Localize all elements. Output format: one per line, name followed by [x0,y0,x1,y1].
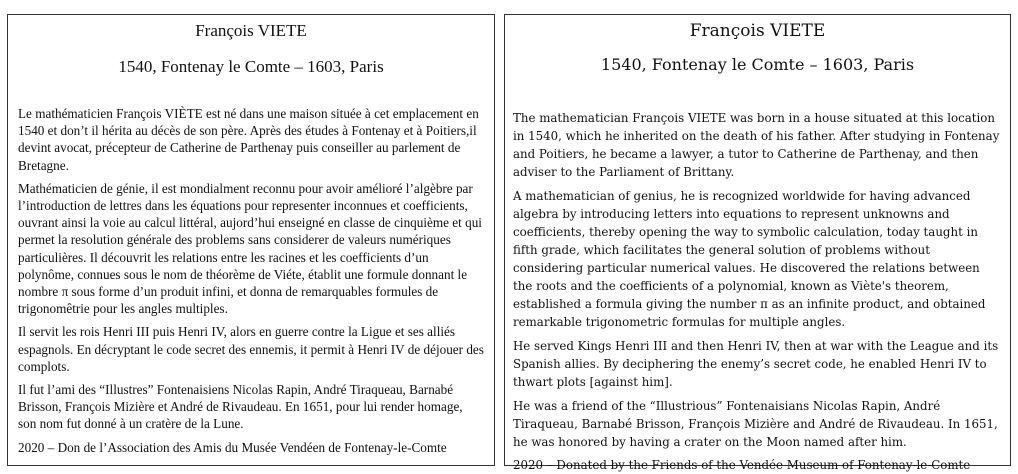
paragraph-mathematics: A mathematician of genius, he is recognized worldwide for having advanced algebra by introducing letters into equations to represent unknowns and coefficients, thereby opening the way to symbolic calculation, today taught in fifth grade, which facilitates the general solution of problems without considering particular numerical values. He discovered the relations between the roots and the coefficients of a polynomial, known as Viète's theorem, established a formula giving the number π as an infinite product, and obtained remarkable trigonometric formulas for multiple angles. [513,189,986,329]
plaque-body [513,109,1002,451]
paragraph-friends: He was a friend of the “Illustrious” Fontenaisians Nicolas Rapin, André Tiraqueau, Barnabé Brisson, François Mizière and André de Rivaudeau. In 1651, he was honored by having a crater on the Moon named after him. [513,399,998,449]
paragraph-mathematics: Mathématicien de génie, il est mondialment reconnu pour avoir amélioré l’algèbre par l’introduction de lettres dans les équations pour representer inconnues et coefficients, ouvrant ainsi la voie au calcul littéral, aujord’hui enseigné en classe de cinquième et qui permet la resolution générale des problems sans considerer de valeurs numériques particulières. Il découvrit les relations entre les racines et les coefficients d’un polynôme, connues sous le nom de théorème de Viéte, établit une formule donnant le nombre π sous forme d’un produit infini, et donna de remarquables formules de trigonomêtrie pour les angles multiples. [18,180,482,317]
paragraph-service: Il servit les rois Henri III puis Henri IV, alors en guerre contre la Ligue et ses alliés espagnols. En décryptant le code secret des ennemis, it permit à Henri IV de déjouer des complots. [18,324,484,374]
plaque-footer: 2020 – Donated by the Friends of the Vendée Museum of Fontenay-le-Comte [513,458,971,472]
plaque-title: François VIETE [195,21,307,40]
paragraph-birth: Le mathématicien François VIÈTE est né dans une maison située à cet emplacement en 1540 et don’t il hérita au décès de son père. Après des études à Fontenay et à Poitiers,il devint avocat, précepteur de Catherine de Parthenay puis conseiller au parlement de Bretagne. [18,106,479,173]
plaque-dates: 1540, Fontenay le Comte – 1603, Paris [118,57,384,76]
plaque-footer: 2020 – Don de l’Association des Amis du Musée Vendéen de Fontenay-le-Comte [18,439,447,455]
paragraph-birth: The mathematician François VIETE was born in a house situated at this location in 1540, which he inherited on the death of his father. After studying in Fontenay and Poitiers, he became a lawyer, a tutor to Catherine de Parthenay, and then adviser to the Parliament of Brittany. [513,111,1000,179]
english-plaque-panel [504,14,1011,472]
paragraph-friends: Il fut l’ami des “Illustres” Fontenaisiens Nicolas Rapin, André Tiraqueau, Barnabé Brisson, François Mizière et André de Rivaudeau. En 1651, pour lui render homage, son nom fut donné à un cratère de la Lune. [18,382,463,432]
french-plaque-panel [7,14,495,466]
plaque-dates: 1540, Fontenay le Comte – 1603, Paris [600,55,915,74]
plaque-body [18,105,484,433]
paragraph-service: He served Kings Henri III and then Henri IV, then at war with the League and its Spanish allies. By deciphering the enemy’s secret code, he enabled Henri IV to thwart plots [against him]. [513,339,999,389]
plaque-title: François VIETE [689,21,826,41]
